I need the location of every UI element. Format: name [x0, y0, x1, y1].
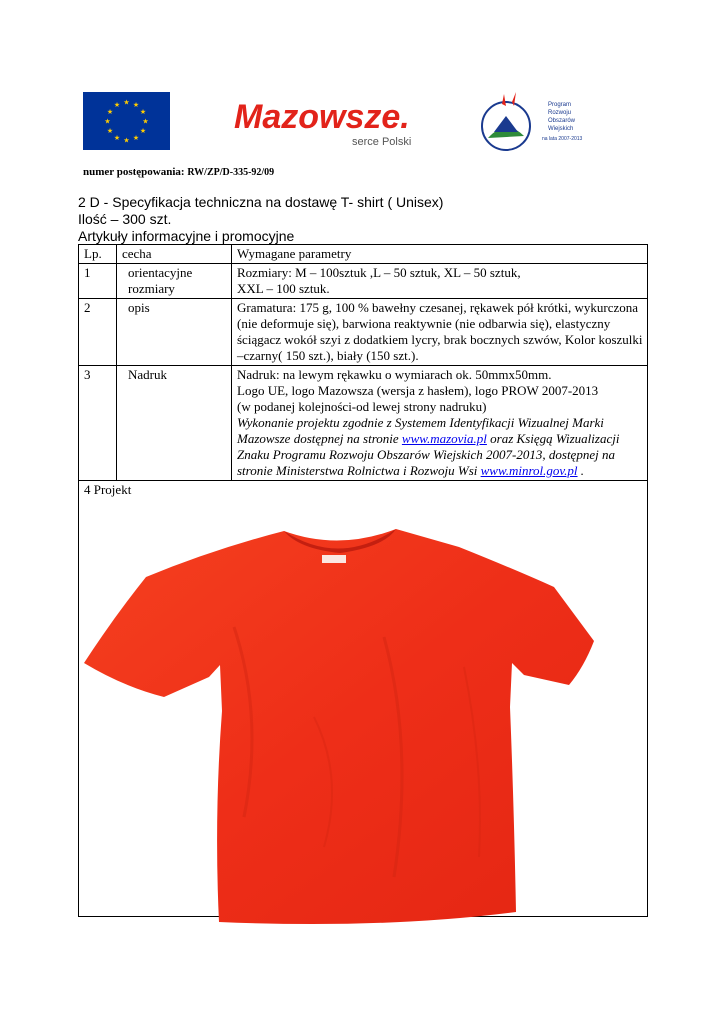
svg-text:Wiejskich: Wiejskich [548, 126, 574, 132]
svg-text:na lata 2007-2013: na lata 2007-2013 [542, 136, 583, 142]
row3-params [232, 366, 648, 481]
row2-params: Gramatura: 175 g, 100 % bawełny czesanej, rękawek pół krótki, wykurczona (nie deformuje się), barwiona reaktywnie (nie odbarwia się), elastyczny ściągacz wokół szyi z dodatkiem lycry, brak bocznych szwów, Kolor koszulki –czarny( 150 szt.), biały (150 szt.). [232, 299, 648, 366]
row1-cecha [117, 264, 232, 299]
svg-text:Rozwoju: Rozwoju [548, 110, 572, 116]
heading-title: 2 D - Specyfikacja techniczna na dostawę T- shirt ( Unisex) [78, 194, 444, 210]
row1-cecha-b: rozmiary [128, 281, 175, 296]
eu-star-icon: ★ [142, 117, 149, 126]
eu-star-icon: ★ [139, 108, 147, 116]
table-row [79, 299, 648, 366]
document-heading [78, 194, 443, 245]
eu-star-icon: ★ [113, 133, 121, 142]
row3-p3: (w podanej kolejności-od lewej strony nadruku) [237, 399, 487, 414]
project-label: 4 Projekt [84, 482, 132, 497]
eu-flag-icon [83, 92, 170, 150]
case-number [83, 166, 274, 178]
svg-text:Mazowsze.: Mazowsze. [234, 98, 410, 136]
table-row [79, 366, 648, 481]
link-minrol[interactable]: www.minrol.gov.pl [480, 463, 578, 478]
eu-star-icon: ★ [139, 127, 147, 135]
logo-bar [0, 88, 724, 158]
eu-star-icon: ★ [106, 108, 114, 116]
svg-text:Obszarów: Obszarów [548, 118, 576, 124]
eu-star-icon: ★ [106, 127, 114, 135]
row3-cecha: Nadruk [117, 366, 232, 481]
row3-p1: Nadruk: na lewym rękawku o wymiarach ok. 50mmx50mm. [237, 367, 552, 382]
eu-star-icon: ★ [123, 136, 130, 145]
svg-text:Program: Program [548, 102, 572, 108]
row2-lp: 2 [79, 299, 117, 366]
header-lp: Lp. [79, 245, 117, 264]
mazowsze-logo [232, 92, 422, 148]
case-number-label: numer postępowania: [83, 166, 185, 178]
heading-category: Artykuły informacyjne i promocyjne [78, 228, 295, 244]
link-mazovia[interactable]: www.mazovia.pl [401, 431, 487, 446]
row3-i2: oraz Księgą Wizualizacji Znaku Programu Rozwoju Obszarów Wiejskich 2007-2013, dostępnej na stronie Ministerstwa Rolnictwa i Rozwoju Wsi [237, 431, 620, 478]
table-header-row [79, 245, 648, 264]
row3-reference [237, 415, 643, 479]
header-parametry: Wymagane parametry [232, 245, 648, 264]
row3-tail: . [577, 463, 585, 478]
row1-cecha-a: orientacyjne [128, 265, 193, 280]
heading-quantity: Ilość – 300 szt. [78, 211, 172, 227]
eu-star-icon: ★ [113, 101, 121, 110]
row1-params [232, 264, 648, 299]
eu-star-icon: ★ [123, 98, 130, 107]
eu-star-icon: ★ [132, 101, 140, 110]
row2-cecha: opis [117, 299, 232, 366]
row1-p1: Rozmiary: M – 100sztuk ,L – 50 sztuk, XL – 50 sztuk, [237, 265, 521, 280]
table-row [79, 264, 648, 299]
eu-star-icon: ★ [132, 133, 140, 142]
header-cecha: cecha [117, 245, 232, 264]
row1-lp: 1 [79, 264, 117, 299]
prow-logo [478, 88, 590, 156]
row3-lp: 3 [79, 366, 117, 481]
svg-text:serce Polski: serce Polski [352, 136, 412, 148]
row3-i1: Wykonanie projektu zgodnie z Systemem Identyfikacji Wizualnej Marki Mazowsze dostępnej na stronie [237, 415, 604, 446]
row3-p2: Logo UE, logo Mazowsza (wersja z hasłem), logo PROW 2007-2013 [237, 383, 599, 398]
row1-p2: XXL – 100 sztuk. [237, 281, 330, 296]
tshirt-icon [84, 517, 596, 925]
case-number-value: RW/ZP/D-335-92/09 [187, 167, 275, 178]
eu-star-icon: ★ [104, 117, 111, 126]
